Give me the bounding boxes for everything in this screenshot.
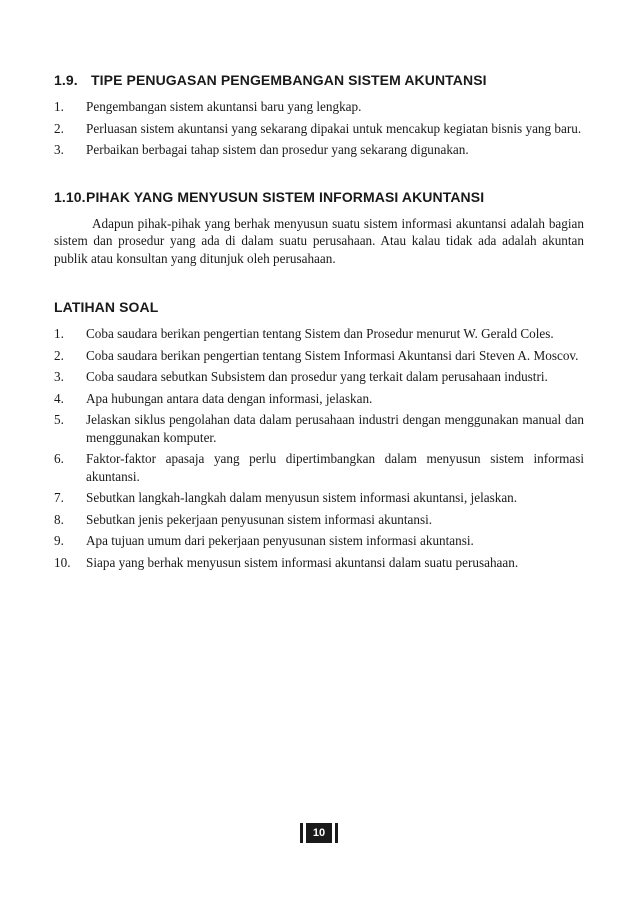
section-title: TIPE PENUGASAN PENGEMBANGAN SISTEM AKUNTANSI (91, 72, 487, 88)
list-item-number: 10. (54, 554, 71, 570)
list-item-number: 7. (54, 490, 64, 505)
section-pihak-penyusun (54, 187, 584, 268)
list-item-text: Siapa yang berhak menyusun sistem informasi akuntansi dalam suatu perusahaan. (86, 554, 519, 570)
list-item (54, 450, 584, 485)
list-item-number: 2. (54, 347, 64, 363)
section-heading (54, 70, 584, 90)
list-item-text: Sebutkan langkah-langkah dalam menyusun sistem informasi akuntansi, jelaskan. (86, 490, 518, 505)
list-item-text: Perluasan sistem akuntansi yang sekarang dipakai untuk mencakup kegiatan bisnis yang baru. (86, 120, 582, 136)
list-item-number: 2. (54, 120, 64, 136)
list-item-number: 6. (54, 451, 64, 466)
document-page (54, 70, 584, 575)
task-type-list (54, 98, 584, 159)
list-item-number: 8. (54, 511, 64, 527)
list-item (54, 368, 584, 386)
list-item (54, 120, 584, 138)
list-item-number: 3. (54, 369, 64, 384)
list-item-text: Perbaikan berbagai tahap sistem dan prosedur yang sekarang digunakan. (86, 142, 469, 157)
list-item (54, 554, 584, 572)
page-number (298, 823, 340, 843)
list-item (54, 390, 584, 408)
section-number: 1.9. (54, 72, 78, 88)
list-item-text: Apa hubungan antara data dengan informasi, jelaskan. (86, 390, 373, 406)
section-number: 1.10. (54, 188, 86, 205)
page-number-bar-left (300, 823, 303, 843)
list-item-text: Jelaskan siklus pengolahan data dalam perusahaan industri dengan menggunakan manual dan menggunakan komputer. (86, 412, 584, 445)
list-item-number: 4. (54, 390, 64, 406)
list-item-text: Faktor-faktor apasaja yang perlu dipertimbangkan dalam menyusun sistem informasi akuntansi. (86, 451, 584, 484)
section-tipe-penugasan (54, 70, 584, 159)
list-item-text: Apa tujuan umum dari pekerjaan penyusunan sistem informasi akuntansi. (86, 533, 474, 548)
list-item (54, 532, 584, 550)
list-item (54, 511, 584, 529)
page-number-bar-right (335, 823, 338, 843)
section-heading (54, 187, 584, 207)
section-title: PIHAK YANG MENYUSUN SISTEM INFORMASI AKUNTANSI (86, 188, 485, 205)
section-heading (54, 297, 584, 317)
list-item (54, 347, 584, 365)
page-number-label: 10 (306, 823, 332, 843)
list-item (54, 489, 584, 507)
section-title: LATIHAN SOAL (54, 299, 159, 315)
list-item-text: Coba saudara sebutkan Subsistem dan prosedur yang terkait dalam perusahaan industri. (86, 369, 548, 384)
list-item-number: 5. (54, 412, 64, 427)
list-item-text: Coba saudara berikan pengertian tentang Sistem dan Prosedur menurut W. Gerald Coles. (86, 326, 554, 341)
list-item-number: 1. (54, 99, 64, 114)
list-item-text: Coba saudara berikan pengertian tentang Sistem Informasi Akuntansi dari Steven A. Moscov. (86, 347, 579, 363)
list-item (54, 411, 584, 446)
list-item (54, 141, 584, 159)
section-paragraph: Adapun pihak-pihak yang berhak menyusun suatu sistem informasi akuntansi adalah bagian sistem dan prosedur yang ada di dalam suatu perusahaan. Atau kalau tidak ada adalah akuntan publik atau konsultan yang ditunjuk oleh perusahaan. (54, 215, 584, 266)
list-item-text: Sebutkan jenis pekerjaan penyusunan sistem informasi akuntansi. (86, 511, 433, 527)
list-item-text: Pengembangan sistem akuntansi baru yang lengkap. (86, 99, 362, 114)
list-item-number: 3. (54, 142, 64, 157)
section-latihan-soal (54, 297, 584, 571)
list-item-number: 1. (54, 326, 64, 341)
list-item (54, 98, 584, 116)
exercise-list (54, 325, 584, 571)
list-item (54, 325, 584, 343)
list-item-number: 9. (54, 533, 64, 548)
